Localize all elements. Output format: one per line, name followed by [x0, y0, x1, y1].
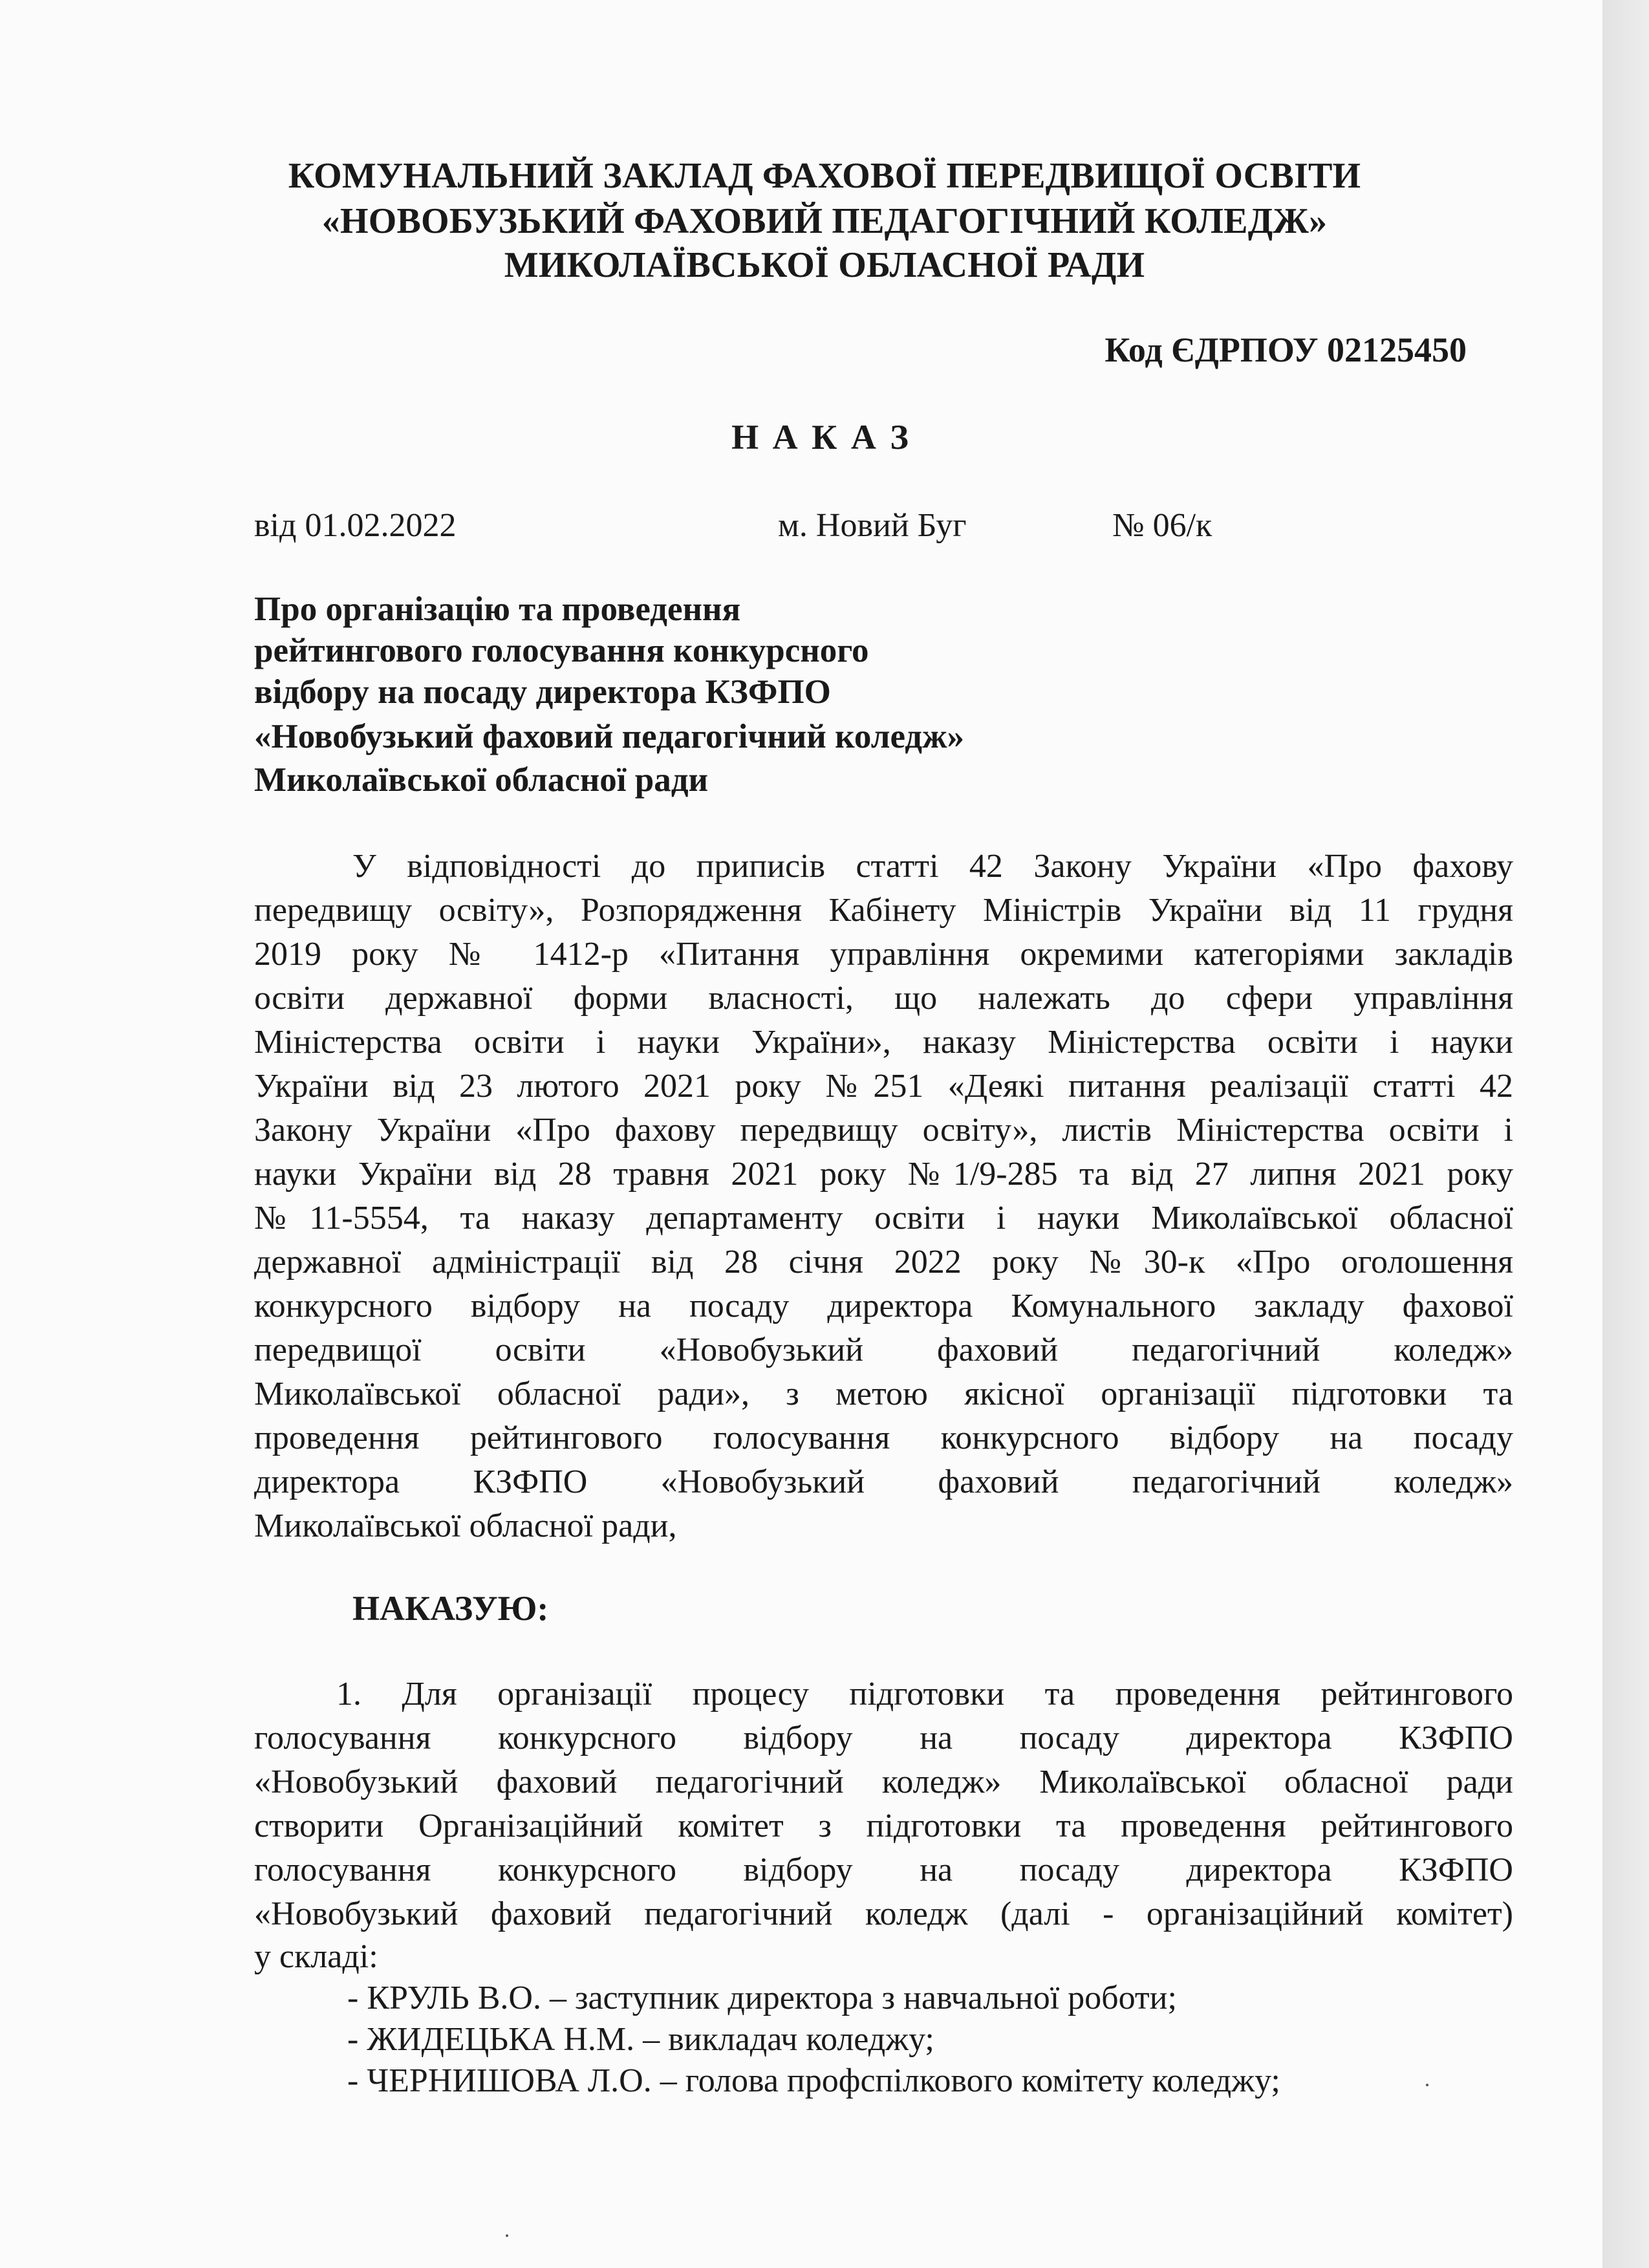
order-number: № 06/к — [1112, 507, 1212, 544]
subject-line: відбору на посаду директора КЗФПО — [254, 673, 831, 711]
preamble-line: Миколаївської обласної ради, — [254, 1507, 677, 1544]
order-directive-word: НАКАЗУЮ: — [352, 1589, 549, 1628]
preamble-line: Закону України «Про фахову передвищу освіту», листів Міністерства освіти і — [254, 1112, 1513, 1149]
preamble-line: науки України від 28 травня 2021 року №1/9-285 та від 27 липня 2021 року — [254, 1156, 1513, 1193]
subject-line: Миколаївської обласної ради — [254, 761, 709, 799]
order-place: м. Новий Буг — [778, 507, 967, 544]
item-line: «Новобузький фаховий педагогічний коледж (далі - організаційний комітет) — [254, 1895, 1513, 1932]
scan-speck — [506, 2234, 508, 2237]
preamble-line: державної адміністрації від 28 січня 2022 року №30-к «Про оголошення — [254, 1244, 1513, 1280]
preamble-line: Миколаївської обласної ради», з метою якісної організації підготовки та — [254, 1376, 1513, 1412]
list-item: - ЖИДЕЦЬКА Н.М. – викладач коледжу; — [347, 2021, 934, 2058]
list-item: - ЧЕРНИШОВА Л.О. – голова профспілкового комітету коледжу; — [347, 2062, 1280, 2099]
item-line: 1. Для організації процесу підготовки та проведення рейтингового — [336, 1676, 1513, 1712]
subject-line: «Новобузький фаховий педагогічний коледж» — [254, 718, 965, 755]
institution-name-line-2: «НОВОБУЗЬКИЙ ФАХОВИЙ ПЕДАГОГІЧНИЙ КОЛЕДЖ» — [321, 201, 1328, 241]
item-line: голосування конкурсного відбору на посаду директора КЗФПО — [254, 1852, 1513, 1888]
subject-line: рейтингового голосування конкурсного — [254, 632, 869, 669]
preamble-line: 2019 року № 1412-р «Питання управління окремими категоріями закладів — [254, 936, 1513, 973]
edrpou-code: Код ЄДРПОУ 02125450 — [1105, 330, 1467, 369]
order-date: від 01.02.2022 — [254, 507, 457, 544]
item-line: створити Організаційний комітет з підготовки та проведення рейтингового — [254, 1808, 1513, 1844]
item-line: голосування конкурсного відбору на посаду директора КЗФПО — [254, 1720, 1513, 1756]
preamble-line: передвищої освіти «Новобузький фаховий педагогічний коледж» — [254, 1332, 1513, 1368]
item-line: «Новобузький фаховий педагогічний коледж» Миколаївської обласної ради — [254, 1764, 1513, 1800]
preamble-line: №11-5554, та наказу департаменту освіти і науки Миколаївської обласної — [254, 1200, 1513, 1237]
subject-line: Про організацію та проведення — [254, 590, 741, 628]
document-type-title: Н А К А З — [731, 418, 911, 457]
preamble-line: У відповідності до приписів статті 42 Закону України «Про фахову — [352, 848, 1513, 885]
preamble-line: конкурсного відбору на посаду директора Комунального закладу фахової — [254, 1288, 1513, 1324]
institution-name-line-1: КОМУНАЛЬНИЙ ЗАКЛАД ФАХОВОЇ ПЕРЕДВИЩОЇ ОСВІТИ — [288, 156, 1361, 196]
preamble-line: освіти державної форми власності, що належать до сфери управління — [254, 980, 1513, 1017]
list-item: - КРУЛЬ В.О. – заступник директора з навчальної роботи; — [347, 1980, 1177, 2016]
preamble-line: директора КЗФПО «Новобузький фаховий педагогічний коледж» — [254, 1463, 1513, 1500]
preamble-line: Міністерства освіти і науки України», наказу Міністерства освіти і науки — [254, 1024, 1513, 1061]
preamble-line: України від 23 лютого 2021 року №251 «Деякі питання реалізації статті 42 — [254, 1068, 1513, 1105]
item-line: у складі: — [254, 1938, 378, 1975]
scan-edge — [1602, 0, 1649, 2268]
preamble-line: передвищу освіту», Розпорядження Кабінету Міністрів України від 11 грудня — [254, 892, 1513, 929]
institution-name-line-3: МИКОЛАЇВСЬКОЇ ОБЛАСНОЇ РАДИ — [504, 245, 1145, 285]
scan-speck — [1426, 2084, 1428, 2086]
preamble-line: проведення рейтингового голосування конкурсного відбору на посаду — [254, 1420, 1513, 1456]
